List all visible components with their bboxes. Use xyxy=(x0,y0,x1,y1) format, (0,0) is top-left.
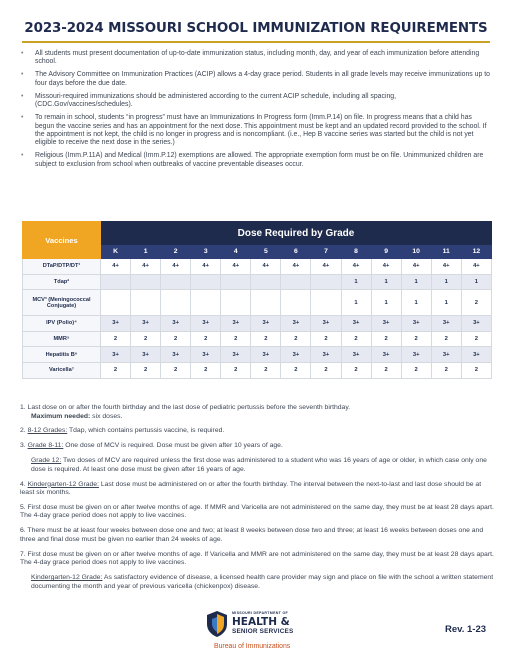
dose-cell: 2 xyxy=(191,331,221,347)
dose-cell: 2 xyxy=(341,331,371,347)
footnote-1 xyxy=(20,404,494,421)
dose-cell: 3+ xyxy=(191,316,221,332)
dose-cell: 2 xyxy=(101,331,131,347)
grade-header-cell: 9 xyxy=(371,245,401,259)
footnote-6: 6. There must be at least four weeks between dose one and two; at least 8 weeks between dose two and three; at least 16 weeks between doses one and three and final dose must be given no earlier than 24 weeks of age. xyxy=(20,527,484,543)
dose-cell: 1 xyxy=(341,274,371,290)
footnote-text: six doses. xyxy=(90,412,123,420)
dose-cell: 2 xyxy=(461,331,491,347)
dose-cell: 2 xyxy=(131,331,161,347)
vaccine-name-cell: IPV (Polio)⁴ xyxy=(23,316,101,332)
immunization-table xyxy=(22,221,492,379)
dose-cell xyxy=(161,274,191,290)
footnote-text: 1. Last dose on or after the fourth birthday and the last dose of pediatric pertussis before the seventh birthday. xyxy=(20,404,351,411)
dose-cell xyxy=(281,290,311,316)
dose-cell: 1 xyxy=(401,274,431,290)
dose-required-header: Dose Required by Grade xyxy=(101,222,492,245)
dose-cell: 4+ xyxy=(161,259,191,275)
requirements-bullet-list xyxy=(20,50,492,174)
footnote-number: 4. xyxy=(20,480,28,488)
dose-cell: 3+ xyxy=(371,347,401,363)
grade-header-cell: 3 xyxy=(191,245,221,259)
footnote-grade-label: Kindergarten-12 Grade: xyxy=(27,480,99,488)
dose-cell: 2 xyxy=(341,362,371,378)
dose-cell xyxy=(131,290,161,316)
vaccines-header: Vaccines xyxy=(23,222,101,259)
logo-department-line: MISSOURI DEPARTMENT OF xyxy=(232,611,289,615)
logo-health-line: HEALTH & xyxy=(232,616,290,628)
dose-cell: 2 xyxy=(431,331,461,347)
footnote-text: Last dose must be administered on or after the fourth birthday. The interval between the next-to-last and last dose should be at least six months. xyxy=(20,480,482,497)
grade-header-cell: 12 xyxy=(461,245,491,259)
dose-cell: 4+ xyxy=(311,259,341,275)
dose-cell: 4+ xyxy=(401,259,431,275)
table-row xyxy=(23,316,492,332)
dose-cell: 2 xyxy=(221,362,251,378)
footnote-grade-label: Grade 12: xyxy=(31,457,62,465)
dose-cell: 2 xyxy=(371,331,401,347)
dose-cell: 2 xyxy=(101,362,131,378)
dose-cell: 3+ xyxy=(251,347,281,363)
footnote-text: Two doses of MCV are required unless the first dose was administered to a student who was 16 years of age or older, in which case only one dose is required. At least one dose must be given after 16 years of age. xyxy=(31,457,487,473)
dose-cell: 1 xyxy=(431,274,461,290)
bureau-label: Bureau of Immunizations xyxy=(214,643,291,650)
revision-label: Rev. 1-23 xyxy=(445,624,487,635)
dose-cell: 3+ xyxy=(341,347,371,363)
dose-cell xyxy=(191,290,221,316)
dose-cell: 3+ xyxy=(221,347,251,363)
footnote-grade-label: Kindergarten-12 Grade: xyxy=(31,574,103,582)
dose-cell: 3+ xyxy=(101,347,131,363)
dose-cell: 3+ xyxy=(131,347,161,363)
logo-senior-services-line: SENIOR SERVICES xyxy=(232,628,294,635)
dhss-shield-icon xyxy=(206,610,228,638)
vaccine-name-cell: MMR⁵ xyxy=(23,331,101,347)
dose-cell: 1 xyxy=(371,290,401,316)
dose-cell: 2 xyxy=(461,290,491,316)
dose-cell: 1 xyxy=(431,290,461,316)
dose-cell: 1 xyxy=(341,290,371,316)
dose-cell: 2 xyxy=(251,362,281,378)
title-divider xyxy=(22,41,490,43)
grade-header-cell: 4 xyxy=(221,245,251,259)
footnote-number: 2. xyxy=(20,427,28,435)
dose-cell: 4+ xyxy=(221,259,251,275)
dose-cell xyxy=(311,274,341,290)
dose-cell: 2 xyxy=(131,362,161,378)
dose-cell: 1 xyxy=(401,290,431,316)
grade-header-cell: 6 xyxy=(281,245,311,259)
dose-cell: 1 xyxy=(371,274,401,290)
table-row xyxy=(23,290,492,316)
dose-cell: 3+ xyxy=(461,316,491,332)
dose-cell: 1 xyxy=(461,274,491,290)
dose-cell: 2 xyxy=(461,362,491,378)
footnote-grade-label: Grade 8-11: xyxy=(27,442,64,450)
grade-header-cell: 8 xyxy=(341,245,371,259)
dose-cell: 4+ xyxy=(281,259,311,275)
table-row xyxy=(23,347,492,363)
dose-cell xyxy=(161,290,191,316)
dose-cell: 3+ xyxy=(131,316,161,332)
dose-cell xyxy=(251,290,281,316)
vaccine-name-cell: Varicella⁷ xyxy=(23,362,101,378)
dose-cell: 2 xyxy=(311,362,341,378)
dose-cell xyxy=(101,290,131,316)
dose-cell: 3+ xyxy=(251,316,281,332)
table-row xyxy=(23,259,492,275)
grade-header-cell: 5 xyxy=(251,245,281,259)
dose-cell: 3+ xyxy=(281,347,311,363)
footnote-bold: Maximum needed: xyxy=(31,412,91,420)
dose-cell: 4+ xyxy=(371,259,401,275)
dose-cell: 2 xyxy=(401,331,431,347)
dose-cell: 3+ xyxy=(401,316,431,332)
footnote-3 xyxy=(20,442,494,451)
dose-cell: 2 xyxy=(161,331,191,347)
dose-cell: 2 xyxy=(401,362,431,378)
dose-cell: 2 xyxy=(371,362,401,378)
grade-header-cell: 10 xyxy=(401,245,431,259)
dose-cell: 3+ xyxy=(401,347,431,363)
dose-cell: 3+ xyxy=(431,347,461,363)
footnote-grade-label: 8-12 Grades: xyxy=(27,427,68,435)
bullet-item: • Religious (Imm.P.11A) and Medical (Imm.P.12) exemptions are allowed. The appropriate exemption form must be on file. Unimmunized children are subject to exclusion from school when outbreaks of vaccine preventable diseases occur. xyxy=(20,152,492,169)
dose-cell xyxy=(281,274,311,290)
dose-cell: 3+ xyxy=(431,316,461,332)
dose-cell xyxy=(191,274,221,290)
dose-cell: 3+ xyxy=(341,316,371,332)
bullet-item: • All students must present documentation of up-to-date immunization status, including month, day, and year of each immunization before attending school. xyxy=(20,50,492,67)
dose-cell: 3+ xyxy=(311,316,341,332)
dose-cell: 2 xyxy=(191,362,221,378)
grade-header-cell: 1 xyxy=(131,245,161,259)
dose-cell: 4+ xyxy=(131,259,161,275)
dose-cell xyxy=(101,274,131,290)
table-row xyxy=(23,274,492,290)
footnote-3-grade-12 xyxy=(20,457,494,474)
dose-cell xyxy=(221,290,251,316)
table-row xyxy=(23,331,492,347)
footnotes xyxy=(20,404,494,598)
dose-cell: 3+ xyxy=(191,347,221,363)
dose-cell: 4+ xyxy=(431,259,461,275)
dose-cell: 4+ xyxy=(461,259,491,275)
dose-cell: 3+ xyxy=(311,347,341,363)
dose-cell: 3+ xyxy=(461,347,491,363)
grade-header-cell: 11 xyxy=(431,245,461,259)
grade-header-cell: K xyxy=(101,245,131,259)
grade-header-cell: 7 xyxy=(311,245,341,259)
dose-cell: 4+ xyxy=(101,259,131,275)
dose-cell: 4+ xyxy=(251,259,281,275)
dose-cell: 2 xyxy=(281,362,311,378)
dose-cell: 3+ xyxy=(161,347,191,363)
bullet-item: • Missouri-required immunizations should be administered according to the current ACIP schedule, including all spacing, (CDC.Gov/vaccines/schedules). xyxy=(20,93,492,110)
footnote-7: 7. First dose must be given on or after twelve months of age. If Varicella and MMR are not administered on the same day, they must be at least 28 days apart. The 4-day grace period does not apply to live vaccines. xyxy=(20,550,494,567)
vaccine-name-cell: MCV³ (Meningococcal Conjugate) xyxy=(23,290,101,316)
footnote-text: One dose of MCV is required. Dose must be given after 10 years of age. xyxy=(63,442,283,450)
dose-cell: 4+ xyxy=(341,259,371,275)
dose-cell: 2 xyxy=(311,331,341,347)
dose-cell: 3+ xyxy=(221,316,251,332)
page-title: 2023-2024 MISSOURI SCHOOL IMMUNIZATION REQUIREMENTS xyxy=(24,21,488,36)
dose-cell: 2 xyxy=(221,331,251,347)
dose-cell: 3+ xyxy=(371,316,401,332)
dose-cell: 2 xyxy=(431,362,461,378)
footnote-4 xyxy=(20,481,494,498)
vaccine-name-cell: Tdap² xyxy=(23,274,101,290)
dose-cell: 2 xyxy=(161,362,191,378)
grade-header-cell: 2 xyxy=(161,245,191,259)
dose-cell: 3+ xyxy=(161,316,191,332)
vaccine-name-cell: DTaP/DTP/DT¹ xyxy=(23,259,101,275)
dose-cell: 3+ xyxy=(101,316,131,332)
dose-cell xyxy=(221,274,251,290)
dose-cell xyxy=(311,290,341,316)
dose-cell: 4+ xyxy=(191,259,221,275)
vaccine-name-cell: Hepatitis B⁶ xyxy=(23,347,101,363)
footnote-number: 3. xyxy=(20,442,28,450)
dose-cell: 2 xyxy=(251,331,281,347)
footnote-text: Tdap, which contains pertussis vaccine, is required. xyxy=(67,427,225,435)
vaccine-rows xyxy=(23,259,492,379)
dose-cell xyxy=(251,274,281,290)
dose-cell xyxy=(131,274,161,290)
dhss-logo xyxy=(206,610,316,656)
bullet-item: • To remain in school, students “in progress” must have an Immunizations In Progress form (Imm.P.14) on file. In progress means that a child has begun the vaccine series and has an appointment for the next dose. This appointment must be kept and an updated record provided to the school. If the appointment is not kept, the child is no longer in progress and is noncompliant. (i.e., Hep B vaccine series was started but the child is not yet eligible to receive the next dose in the series.) xyxy=(20,114,492,148)
footnote-7-kindergarten-12 xyxy=(20,574,494,591)
bullet-item: • The Advisory Committee on Immunization Practices (ACIP) allows a 4-day grace period. Students in all grade levels may receive immunizations up to four days before the due date. xyxy=(20,71,492,88)
footnote-text: As satisfactory evidence of disease, a licensed health care provider may sign and place on file with the school a written statement documenting the month and year of previous varicella (chickenpox) disease. xyxy=(31,574,494,590)
dose-cell: 2 xyxy=(281,331,311,347)
footnote-2 xyxy=(20,427,494,436)
footnote-5: 5. First dose must be given on or after twelve months of age. If MMR and Varicella are not administered on the same day, they must be at least 28 days apart. The 4-day grace period does not apply to live vaccines. xyxy=(20,503,494,520)
table-row xyxy=(23,362,492,378)
dose-cell: 3+ xyxy=(281,316,311,332)
